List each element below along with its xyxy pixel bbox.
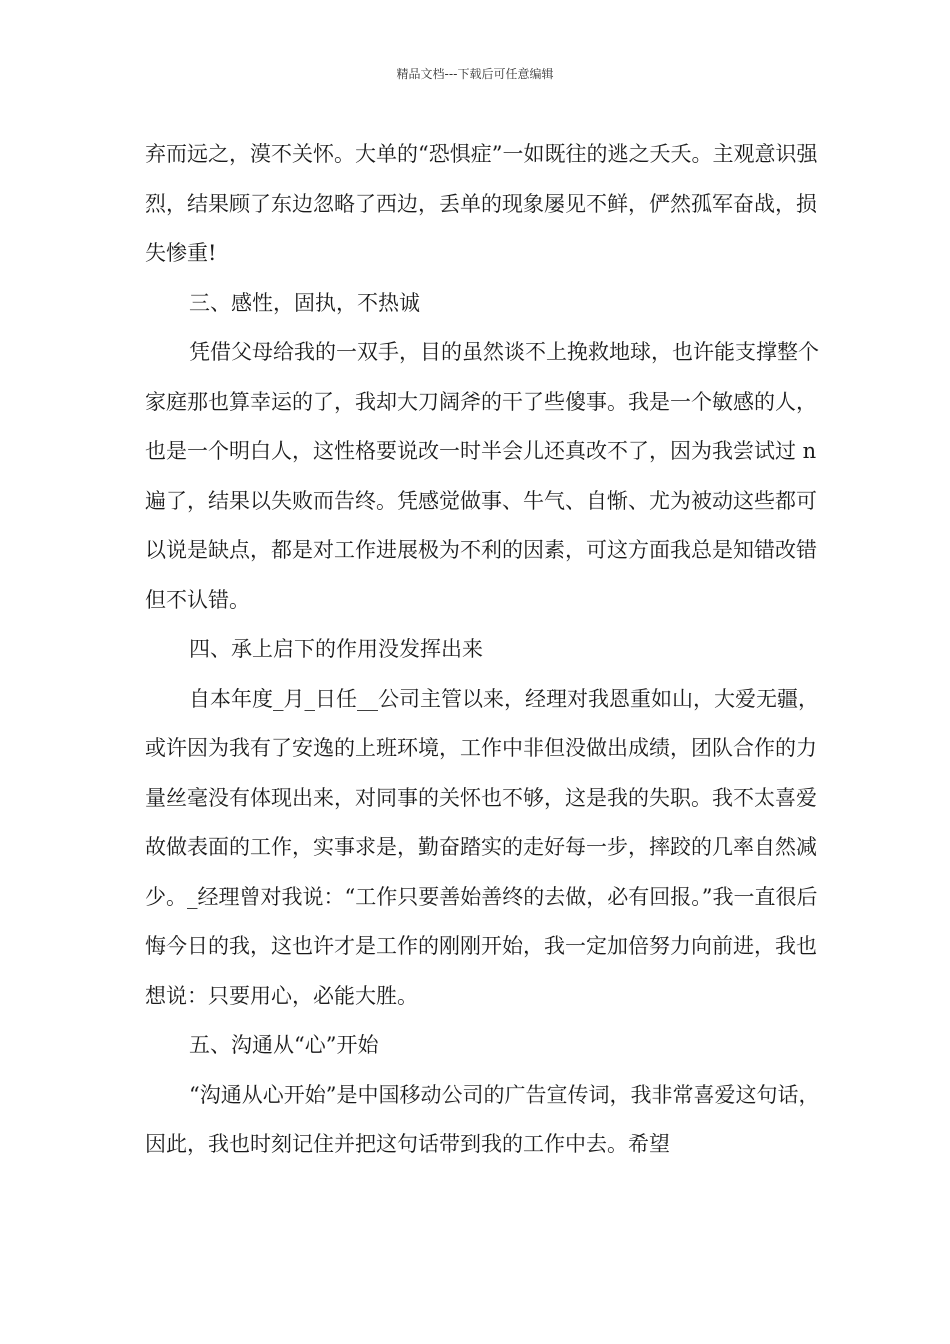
paragraph-section-3: 凭借父母给我的一双手，目的虽然谈不上挽救地球，也许能支撑整个家庭那也算幸运的了，我却大刀阔斧的干了些傻事。我是一个敏感的人，也是一个明白人，这性格要说改一时半会儿还真改不了，因为我尝试过 n 遍了，结果以失败而告终。凭感觉做事、牛气、自惭、尤为被动这些都可以说是缺点，都是对工作进展极为不利的因素，可这方面我总是知错改错但不认错。 bbox=[145, 340, 823, 612]
paragraph-section-4: 自本年度_月_日任__公司主管以来，经理对我恩重如山，大爱无疆，或许因为我有了安逸的上班环境，工作中非但没做出成绩，团队合作的力量丝毫没有体现出来，对同事的关怀也不够，这是我的失职。我不太喜爱故做表面的工作，实事求是，勤奋踏实的走好每一步，摔跤的几率自然减少。_经理曾对我说：“工作只要善始善终的去做，必有回报。”我一直很后悔今日的我，这也许才是工作的刚刚开始，我一定加倍努力向前进，我也想说：只要用心，必能大胜。 bbox=[145, 686, 819, 1008]
section-heading-5: 五、沟通从“心”开始 bbox=[189, 1033, 379, 1057]
document-body bbox=[145, 130, 825, 1170]
paragraph-section-5: “沟通从心开始”是中国移动公司的广告宣传词，我非常喜爱这句话，因此，我也时刻记住并把这句话带到我的工作中去。希望 bbox=[145, 1082, 820, 1156]
section-heading-3: 三、感性，固执，不热诚 bbox=[189, 290, 420, 315]
section-heading-4: 四、承上启下的作用没发挥出来 bbox=[189, 637, 483, 661]
paragraph-continuation: 弃而远之，漠不关怀。大单的“恐惧症”一如既往的逃之夭夭。主观意识强烈，结果顾了东边忽略了西边，丢单的现象屡见不鲜，俨然孤军奋战，损失惨重! bbox=[145, 142, 818, 265]
page-header: 精品文档---下载后可任意编辑 bbox=[396, 67, 554, 81]
